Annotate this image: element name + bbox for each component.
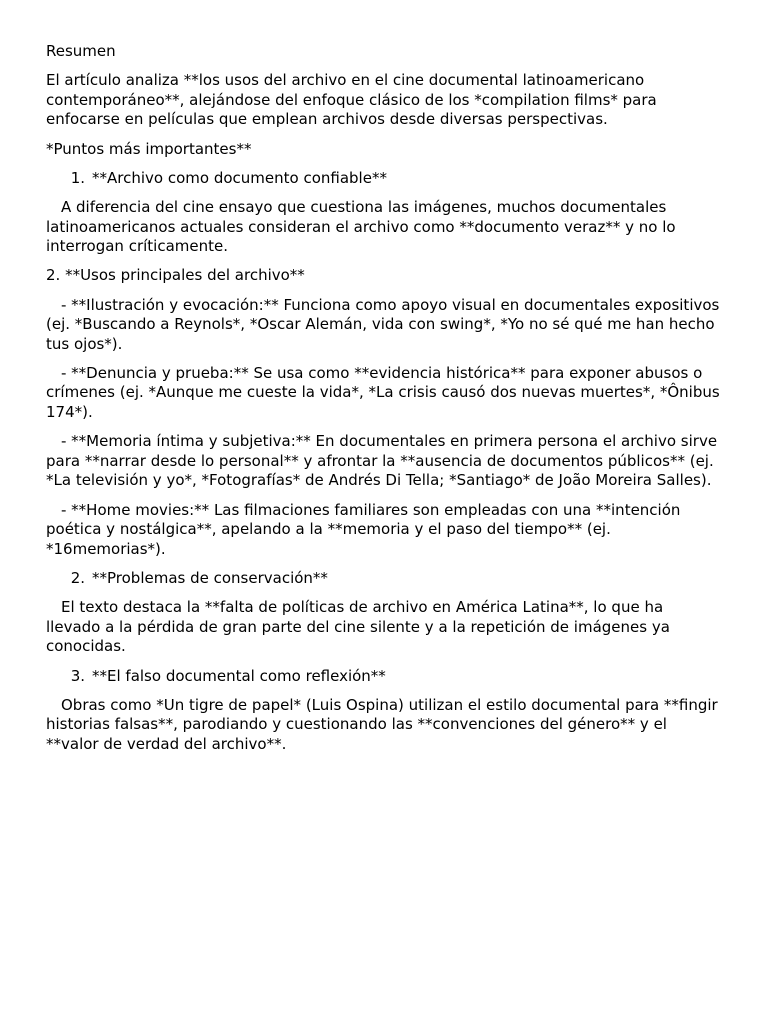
use-illustration-paragraph: - **Ilustración y evocación:** Funciona como apoyo visual en documentales expositivos (ej. *Buscando a Reynols*, *Oscar Alemán, vida con swing*, *Yo no sé qué me han hecho tus ojos*). xyxy=(46,295,725,353)
list-heading: **El falso documental como reflexión** xyxy=(92,666,386,685)
archive-reliable-paragraph: A diferencia del cine ensayo que cuestiona las imágenes, muchos documentales latinoamericanos actuales consideran el archivo como **documento veraz** y no lo interrogan críticamente. xyxy=(46,197,681,256)
use-intimate-memory-paragraph: - **Memoria íntima y subjetiva:** En documentales en primera persona el archivo sirve para **narrar desde lo personal** y afrontar la **ausencia de documentos públicos** (ej. *La televisión y yo*, *Fotografías* de Andrés Di Tella; *Santiago* de João Moreira Salles). xyxy=(46,432,722,490)
list-item-conservation xyxy=(46,569,722,589)
use-denunciation-paragraph: - **Denuncia y prueba:** Se usa como **evidencia histórica** para exponer abusos o crímenes (ej. *Aunque me cueste la vida*, *La crisis causó dos nuevas muertes*, *Ônibus 174*). xyxy=(46,363,725,422)
list-item-false-documentary xyxy=(46,667,722,687)
list-number: 3. xyxy=(70,666,85,685)
use-home-movies-paragraph: - **Home movies:** Las filmaciones familiares son empleadas con una **intención poética y nostálgica**, apelando a la **memoria y el paso del tiempo** (ej. *16memorias*). xyxy=(46,500,686,558)
list-number: 2. xyxy=(70,569,85,587)
summary-title: Resumen xyxy=(46,42,116,60)
list-number: 1. xyxy=(70,168,85,187)
false-documentary-paragraph: Obras como *Un tigre de papel* (Luis Ospina) utilizan el estilo documental para **fingir historias falsas**, parodiando y cuestionando las **convenciones del género** y el **valor de verdad del archivo**. xyxy=(46,695,723,753)
list-heading: **Archivo como documento confiable** xyxy=(92,168,387,187)
intro-paragraph: El artículo analiza **los usos del archivo en el cine documental latinoamericano contemporáneo**, alejándose del enfoque clásico de los *compilation films* para enfocarse en películas que emplean archivos desde diversas perspectivas. xyxy=(46,71,662,129)
main-uses-heading: 2. **Usos principales del archivo** xyxy=(46,266,305,285)
key-points-heading: *Puntos más importantes** xyxy=(46,139,252,158)
list-item-archive-reliable xyxy=(46,169,722,189)
list-heading: **Problemas de conservación** xyxy=(92,569,328,587)
conservation-paragraph: El texto destaca la **falta de políticas de archivo en América Latina**, lo que ha llevado a la pérdida de gran parte del cine silente y a la repetición de imágenes ya conocidas. xyxy=(46,598,675,656)
